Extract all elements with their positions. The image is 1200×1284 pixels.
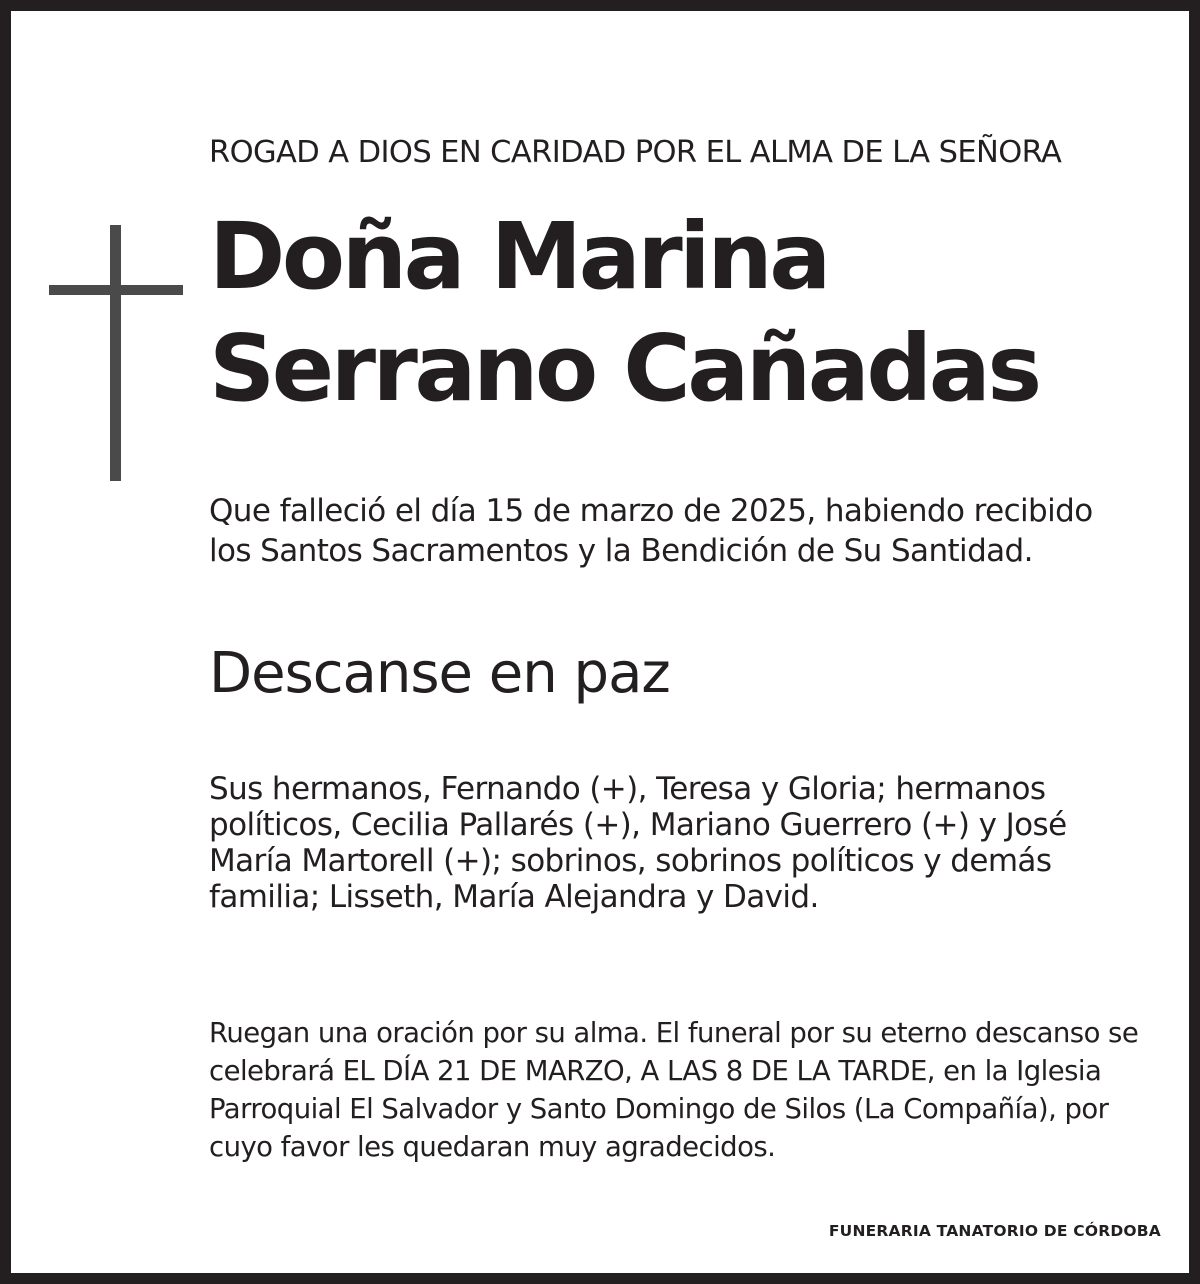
funeral-details (209, 1014, 1138, 1166)
header-text: ROGAD A DIOS EN CARIDAD POR EL ALMA DE LA SEÑORA (209, 135, 1062, 170)
death-announcement-line: Que falleció el día 15 de marzo de 2025, habiendo recibido (209, 493, 1093, 529)
family-list (209, 771, 1067, 915)
deceased-name-line-2: Serrano Cañadas (209, 315, 1039, 422)
cross-vertical-bar (110, 225, 121, 481)
deceased-name (209, 201, 1039, 425)
cross-horizontal-bar (49, 285, 183, 295)
death-announcement (209, 491, 1093, 571)
family-list-line: María Martorell (+); sobrinos, sobrinos políticos y demás (209, 843, 1052, 879)
funeral-details-line: cuyo favor les quedaran muy agradecidos. (209, 1131, 776, 1163)
funeral-details-line: celebrará EL DÍA 21 DE MARZO, A LAS 8 DE LA TARDE, en la Iglesia (209, 1055, 1102, 1087)
funeral-details-line: Ruegan una oración por su alma. El funeral por su eterno descanso se (209, 1017, 1139, 1049)
family-list-line: Sus hermanos, Fernando (+), Teresa y Gloria; hermanos (209, 771, 1046, 807)
funeral-home-name: FUNERARIA TANATORIO DE CÓRDOBA (828, 1222, 1161, 1240)
funeral-details-line: Parroquial El Salvador y Santo Domingo de Silos (La Compañía), por (209, 1093, 1109, 1125)
family-list-line: políticos, Cecilia Pallarés (+), Mariano Guerrero (+) y José (209, 807, 1067, 843)
deceased-name-line-1: Doña Marina (209, 203, 828, 310)
family-list-line: familia; Lisseth, María Alejandra y David. (209, 879, 819, 915)
death-announcement-line: los Santos Sacramentos y la Bendición de Su Santidad. (209, 533, 1033, 569)
rest-in-peace: Descanse en paz (209, 641, 670, 706)
